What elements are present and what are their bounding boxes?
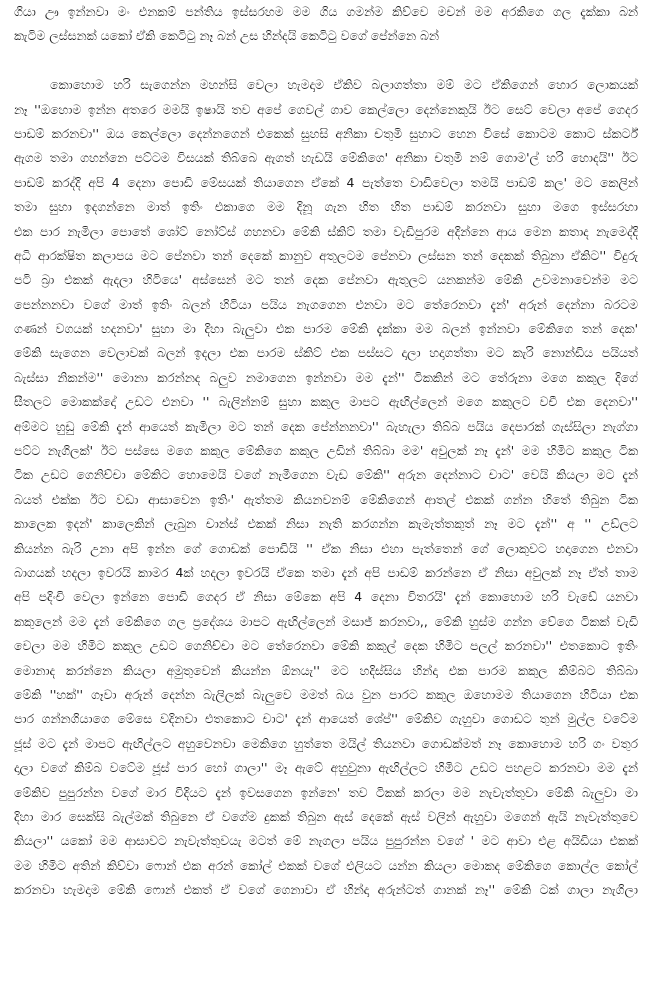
story-line: පට්ට නැගිලක්' ඊට පස්සෙ මගෙ කකුල මේකිගෙ කකුල උඩින් තිබ්බා මම' අවුලක් නෑ දැන්' මම හිමිට කකුල ටික [14, 443, 638, 459]
story-line: අම්මට හුඩු මේකි දැන් ආයෙත් කැමිලා මට තන් දෙක පේන්නනවා'' බැහැලා තිබ්බ පයිය දෙපාරක් ගැස්සිලා නැග්ගා [14, 418, 638, 434]
story-line: අධි ආරක්ෂිත කලාපය මට පේනවා තන් දෙකේ කානුව අතුලටම පේනවා ලස්සන තන් දෙකක් තිබුනා ඒකිට'' විදුරු [14, 247, 638, 263]
story-line: කැටිම ලස්සනක් යකෝ ඒකි කෙටිටු නෑ බන් උස හින්දයි කෙටිටු වගේ පේන්නෙ බන් [14, 28, 439, 44]
story-line: කියලා'' යකෝ මම ආසාවට නැවැත්තුවයැ මටත් මේ නැගලා පයිය පුපුරන්න වගේ ' මට ආවා එළ අයිඩියා එකක් [14, 833, 638, 849]
story-line [14, 902, 638, 926]
story-line: ටික උඩට ගෙනිච්චා මේකිට හොමෙයි වගේ නැමීගෙන වැඩ මේකි'' අරුන දෙන්නාට චාට' වෙයි කියලා මට දැන් [14, 467, 638, 483]
story-line: පාඩම් කරද්දි අපි 4 දෙනා පොඩි මේසයක් තියාගෙන ඒකේ 4 පැත්තෙ වාඩිවෙලා තමයි පාඩම් කල' මට කෙලින් [14, 174, 638, 190]
story-line: අපි පදිංචි වෙලා ඉන්නෙ පොඩි ගෙදර ඒ නිසා මේකෙ අපි 4 දෙනා විතරයි' දැන් කොහොම හරි වැඩේ යනවා [14, 589, 638, 605]
paragraph-gap [14, 49, 638, 73]
story-line: බැස්සා නිකන්ම'' මොනා කරන්නද බලුව නමාගෙන ඉන්නවා මම දැන්'' ටිකකින් මට තේරුනා මගෙ කකුල දිගේ [14, 369, 638, 385]
story-line: පෙන්නනවා වගේ මාත් ඉතිං බලන් හිටියා පයිය නැගගෙන එනවා මට තේරෙනවා දැන්' අරුන් දෙන්නා බරටම [14, 296, 638, 312]
story-line: පාඩම් කරනවා'' ඔය කෙල්ලො දෙන්නගෙන් එකෙක් සුහසි අනිකා චතුමි සුහාට හෙන විසේ කොටම කොට ස්කර්ට් [14, 125, 638, 141]
story-line: ගණන් වගයක් හදනවා' සුහා මා දිහා බැලුවා එක පාරම මේකි දැක්කා මම බලන් ඉන්නවා මේකිගෙ තන් දෙක' [14, 321, 638, 337]
story-line: මම හිමිට අතින් කිව්වා ෆොන් එක අරන් කෝල් එකක් වගේ එලියට යන්න කියලා මොකද මේකිගෙ කොල්ල කෝල් [14, 857, 638, 873]
story-line: කරනවා හැමදාම මේකි ෆොන් එකත් ඒ වගේ ගෙනාවා ඒ හින්දා අරුන්ටත් ගානක් නෑ'' මේකි ටක් ගාලා නැගිලා [14, 882, 638, 898]
story-line: මේකි සැගෙන වෙලාවක් බලන් ඉදලා එක පාරම ස්කිට් එක පස්සට දාලා හදාගත්තා මට කැරි නොන්ඩිය පයියත් [14, 345, 638, 361]
story-line: කාලෙක ඉදන්' කාලෙකින් ලැබුන චාන්ස් එකක් නිසා නැති කරගන්න කැමැත්තකුත් නෑ මට දැන්'' අ '' උඩ්ලට [14, 516, 638, 532]
story-line: පටි බ්‍රා එකක් ඇදලා හිටියෙ' අස්සෙන් මට තන් දෙක පේනවා ඇතුලට යනකන්ම මේකි උවමනාවෙන්ම මට [14, 272, 638, 288]
story-line: ජූස් මට දැන් මාපට ඇඟිල්ලට අහුවෙනවා මෙකිගෙ හුත්තෙ මයිල් තියනවා ගොඩක්මත් නෑ කොහොම හරි ගං වතුර [14, 735, 638, 751]
story-line: බයත් එක්ක ඊට වඩා ආසාවෙන ඉතිං' ඇත්තම කියනවනම් මේකිගෙන් ආතල් එකක් ගන්න හිතේ තිබුන ටික [14, 491, 638, 507]
story-line: එක පාර නැමිලා පොතේ ශෝට් නෝට්ස් ගහනවා මේකි ස්කිට් තමා වැඩිපුරම අදින්නෙ ආය මෙන කතාද නැමෙද්දි [14, 223, 638, 239]
story-line: නෑ ''ඔහොම ඉන්න අතරෙ මමයි ඉෂායි තව අපේ ගෙවල් ගාව කෙල්ලො දෙන්නෙකුයි ඊට සෙට් වෙලා අපේ ගෙදර [14, 101, 638, 117]
story-line: පාර ගන්නගියාගෙ මේසෙ වදිනවා එතකොට චාට' දැන් ආයෙත් ශේප්'' මේකිව ගැහුවා ගොඩට තුන් මුල්ල වටේම [14, 711, 638, 727]
story-line: මොනාද කරන්නෙ කියලා අමුතුවෙන් කියන්න ඕනයැ'' මට හදිස්සිය හින්දා එක පාරම කකුල කිම්බට තිබ්බා [14, 662, 638, 678]
story-line: තමා සුහා ඉදගන්නෙ මාත් ඉතිං එකාගෙ මම දිනූ ගැන හිත හිත පාඩම් කරනවා සුහා මගෙ ඉස්සරහා [14, 199, 638, 215]
story-line: වෙලා මම හිමිට කකුල උඩට ගෙනිච්චා මට තේරෙනවා මේකි කකුල් දෙක හිමිට පලල් කරනවා'' එතකොට ඉතිං [14, 638, 638, 654]
story-line: දිහා මාර සෙක්සි බැල්මක් තිබුනෙ ඒ වගේම දුකක් තිබුන ඇස් දෙකේ ඇස් වලින් ඇහුවා මගෙන් ඇයි නැවැත්තුවෙ [14, 808, 638, 824]
story-line: කකුලෙන් මම දැන් මේකිගෙ ගල ප්‍රදේශය මාපට ඇඟිල්ලෙන් මසාජ් කරනවා,, මේකි හුස්ම ගන්න වේගෙ ටිකක් වැඩි [14, 613, 638, 629]
story-line: දාලා වගේ කිම්බ වටේම ජූස් පාර හෝ ගාලා'' මෑ ඇටේ අහුවුනා ඇඟිල්ලට හිමිට උඩට පහළට කරනවා මම දැන් [14, 760, 638, 776]
story-line: මේකිව පුපුරන්න වගේ මාර විදියට දැන් ඉවසගෙන ඉන්නෙ' තව ටිකක් කරලා මම නැවැත්තුවා මේකි බැලුවා මා [14, 784, 638, 800]
story-line: ඇගම තමා ගහන්නෙ පට්ටම විසයක් තිබ්බෙ ඇගත් හැඩයි මේකිගෙ' අනිකා චතුමි නම් ගොම'ල් හරි හොදයි'' ඊට [14, 150, 638, 166]
story-line: කියන්න බැරි උනා අපි ඉන්න ගේ ගොඩක් පොඩියි '' ඒක නිසා එහා පැත්තෙන් ගේ ලොකුවට හදාගෙන එනවා [14, 540, 638, 556]
story-line [14, 927, 638, 951]
story-line: සීතලට මොකක්දෝ උඩට එනවා '' බැලින්නම් සුහා කකුල මාපට ඇඟිල්ලෙන් මගෙ කකුලට වචී එක දෙනවා'' [14, 394, 638, 410]
story-line: ගියා ඌ ඉන්නවා මං එනකම් පන්තිය ඉස්සරහම මම ගිය ගමන්ම කිව්වෙ මචන් මම අරකිගෙ ගල දැක්කා බන් [14, 4, 638, 19]
story-line: කොහොම හරි සැගෙන්න මහන්සි වෙලා හැමදාම ඒකිව බලාගත්තා මම් මට ඒකිගෙන් හොර ලොකයක් [50, 77, 638, 93]
story-line: බාගයක් හදලා ඉවරයි කාමර 4ක් හදලා ඉවරයි ඒකෙ තමා දැන් අපි පාඩම් කරන්නෙ ඒ නිසා අවුලක් නෑ ඒත් තාම [14, 564, 638, 580]
story-line: මේකි ''හක්'' ගෑවා අරුන් දෙන්න බැලිලක් බැලුවෙ මමත් බය වුන පාරට කකුල ඔහොමම තියාගෙන හිටියා එක [14, 686, 638, 702]
